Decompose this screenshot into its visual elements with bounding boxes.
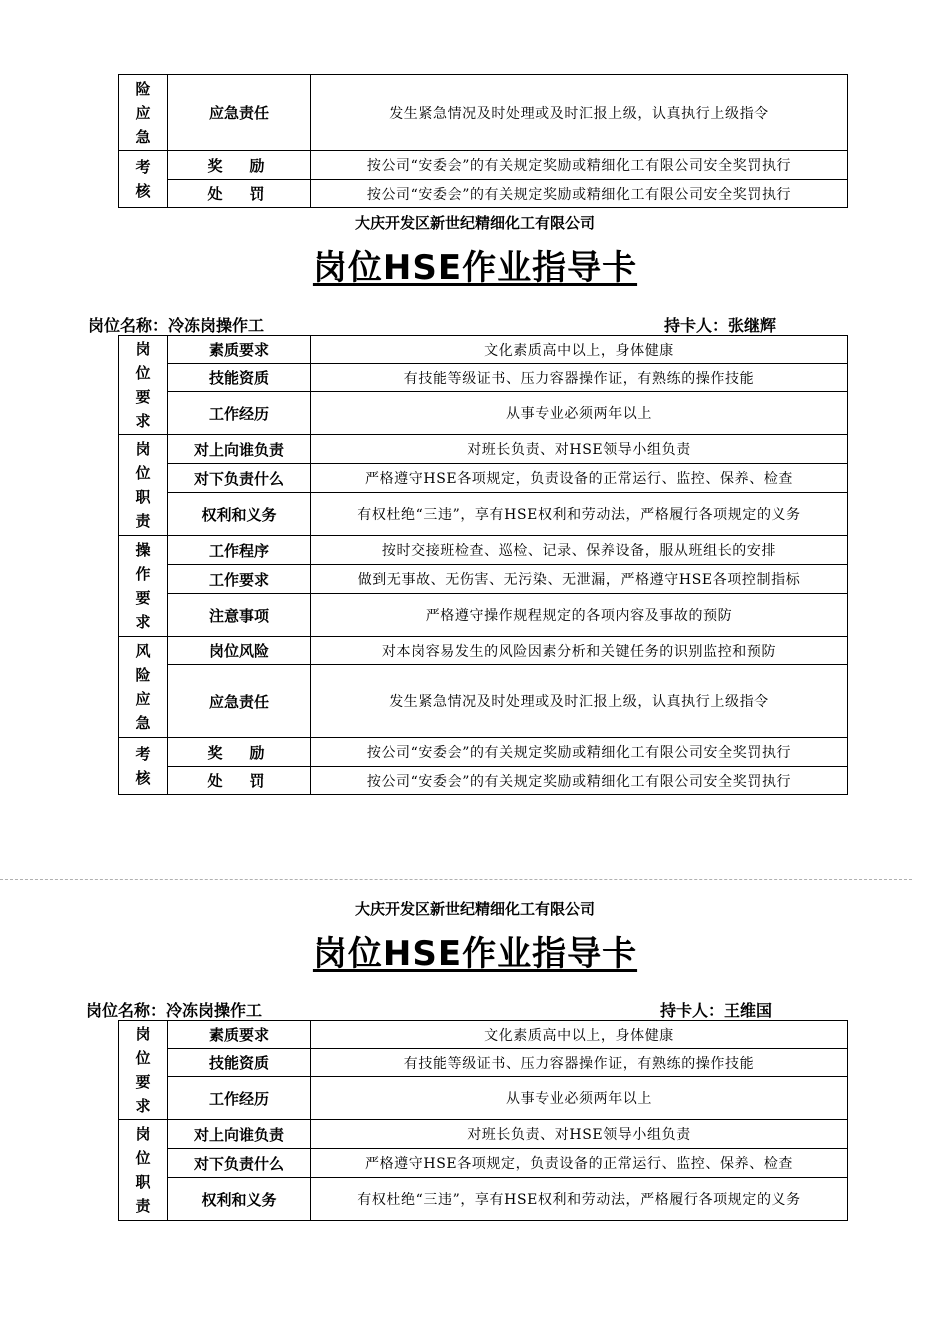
category-char: 位 [135, 364, 151, 382]
row-value-experience: 从事专业必须两年以上 [311, 392, 848, 435]
category-char: 考 [135, 158, 151, 176]
category-operation-requirements [119, 536, 168, 637]
company-name: 大庆开发区新世纪精细化工有限公司 [354, 900, 595, 918]
category-char: 求 [135, 1097, 151, 1115]
row-label-downward: 对下负责什么 [168, 464, 311, 493]
row-value-reward: 按公司“安委会”的有关规定奖励或精细化工有限公司安全奖罚执行 [311, 738, 848, 767]
category-char: 位 [135, 464, 151, 482]
category-char: 岗 [135, 440, 151, 458]
row-label-quality: 素质要求 [168, 1021, 311, 1049]
row-value-notice: 严格遵守操作规程规定的各项内容及事故的预防 [311, 594, 848, 637]
row-value-work-req: 做到无事故、无伤害、无污染、无泄漏，严格遵守HSE各项控制指标 [311, 565, 848, 594]
category-char: 应 [135, 103, 151, 122]
row-value-quality: 文化素质高中以上，身体健康 [311, 336, 848, 364]
category-char: 作 [135, 565, 151, 583]
category-char: 应 [135, 690, 151, 708]
row-value-penalty: 按公司“安委会”的有关规定奖励或精细化工有限公司安全奖罚执行 [311, 767, 848, 795]
card-2-table [118, 1020, 848, 1221]
category-assessment [119, 738, 168, 795]
category-char: 责 [135, 1197, 151, 1215]
category-char: 风 [135, 642, 151, 660]
row-value-skill: 有技能等级证书、压力容器操作证，有熟练的操作技能 [311, 364, 848, 392]
card-title: 岗位HSE作业指导卡 [312, 934, 638, 974]
category-char: 核 [135, 182, 151, 200]
row-value-risk: 对本岗容易发生的风险因素分析和关键任务的识别监控和预防 [311, 637, 848, 665]
category-char: 岗 [135, 1025, 151, 1043]
row-value-rights: 有权杜绝“三违”，享有HSE权利和劳动法，严格履行各项规定的义务 [311, 1178, 848, 1221]
row-label-procedure: 工作程序 [168, 536, 311, 565]
category-position-requirements [119, 1021, 168, 1120]
category-char: 要 [135, 589, 151, 607]
category-char: 位 [135, 1049, 151, 1067]
row-label-quality: 素质要求 [168, 336, 311, 364]
category-char: 急 [135, 714, 151, 732]
category-char: 求 [135, 412, 151, 430]
category-char: 求 [135, 613, 151, 631]
category-assessment [119, 151, 168, 208]
row-value-penalty: 按公司“安委会”的有关规定奖励或精细化工有限公司安全奖罚执行 [311, 180, 848, 208]
category-char: 岗 [135, 340, 151, 358]
card-holder: 持卡人：张继辉 [664, 316, 777, 335]
card-0-tail-table [118, 74, 848, 208]
card-1-table [118, 335, 848, 795]
row-label-emergency: 应急责任 [168, 665, 311, 738]
row-label-notice: 注意事项 [168, 594, 311, 637]
row-label-downward: 对下负责什么 [168, 1149, 311, 1178]
row-label-penalty: 处 罚 [168, 767, 311, 795]
row-label-risk: 岗位风险 [168, 637, 311, 665]
row-label-upward: 对上向谁负责 [168, 1120, 311, 1149]
row-value-emergency: 发生紧急情况及时处理或及时汇报上级，认真执行上级指令 [311, 665, 848, 738]
category-char: 职 [135, 1173, 151, 1191]
row-value-upward: 对班长负责、对HSE领导小组负责 [311, 1120, 848, 1149]
row-value-procedure: 按时交接班检查、巡检、记录、保养设备，服从班组长的安排 [311, 536, 848, 565]
card-holder: 持卡人：王维国 [660, 1001, 773, 1020]
category-char: 核 [135, 769, 151, 787]
row-value-downward: 严格遵守HSE各项规定，负责设备的正常运行、监控、保养、检查 [311, 1149, 848, 1178]
row-label-work-req: 工作要求 [168, 565, 311, 594]
company-name: 大庆开发区新世纪精细化工有限公司 [354, 214, 595, 232]
row-value-quality: 文化素质高中以上，身体健康 [311, 1021, 848, 1049]
category-char: 操 [135, 541, 151, 559]
category-position-duties [119, 1120, 168, 1221]
row-label-emergency: 应急责任 [168, 75, 311, 151]
category-risk-emergency [119, 637, 168, 738]
category-char: 责 [135, 512, 151, 530]
row-value-downward: 严格遵守HSE各项规定，负责设备的正常运行、监控、保养、检查 [311, 464, 848, 493]
row-label-penalty: 处 罚 [168, 180, 311, 208]
row-label-rights: 权利和义务 [168, 1178, 311, 1221]
row-value-upward: 对班长负责、对HSE领导小组负责 [311, 435, 848, 464]
category-char: 考 [135, 745, 151, 763]
category-char: 职 [135, 488, 151, 506]
row-label-skill: 技能资质 [168, 1049, 311, 1077]
category-position-requirements [119, 336, 168, 435]
row-label-skill: 技能资质 [168, 364, 311, 392]
row-value-emergency: 发生紧急情况及时处理或及时汇报上级，认真执行上级指令 [311, 75, 848, 151]
row-label-reward: 奖 励 [168, 738, 311, 767]
category-char: 要 [135, 1073, 151, 1091]
position-name: 岗位名称：冷冻岗操作工 [88, 316, 265, 335]
row-value-experience: 从事专业必须两年以上 [311, 1077, 848, 1120]
category-char: 险 [135, 79, 151, 98]
row-label-reward: 奖 励 [168, 151, 311, 180]
category-risk-emergency [119, 75, 168, 151]
row-label-rights: 权利和义务 [168, 493, 311, 536]
category-position-duties [119, 435, 168, 536]
category-char: 岗 [135, 1125, 151, 1143]
category-char: 位 [135, 1149, 151, 1167]
category-char: 要 [135, 388, 151, 406]
row-value-reward: 按公司“安委会”的有关规定奖励或精细化工有限公司安全奖罚执行 [311, 151, 848, 180]
position-name: 岗位名称：冷冻岗操作工 [86, 1001, 263, 1020]
row-value-skill: 有技能等级证书、压力容器操作证，有熟练的操作技能 [311, 1049, 848, 1077]
card-title: 岗位HSE作业指导卡 [312, 248, 638, 288]
category-char: 急 [135, 127, 151, 146]
row-value-rights: 有权杜绝“三违”，享有HSE权利和劳动法，严格履行各项规定的义务 [311, 493, 848, 536]
page-break-divider [0, 879, 912, 880]
row-label-upward: 对上向谁负责 [168, 435, 311, 464]
row-label-experience: 工作经历 [168, 1077, 311, 1120]
row-label-experience: 工作经历 [168, 392, 311, 435]
category-char: 险 [135, 666, 151, 684]
